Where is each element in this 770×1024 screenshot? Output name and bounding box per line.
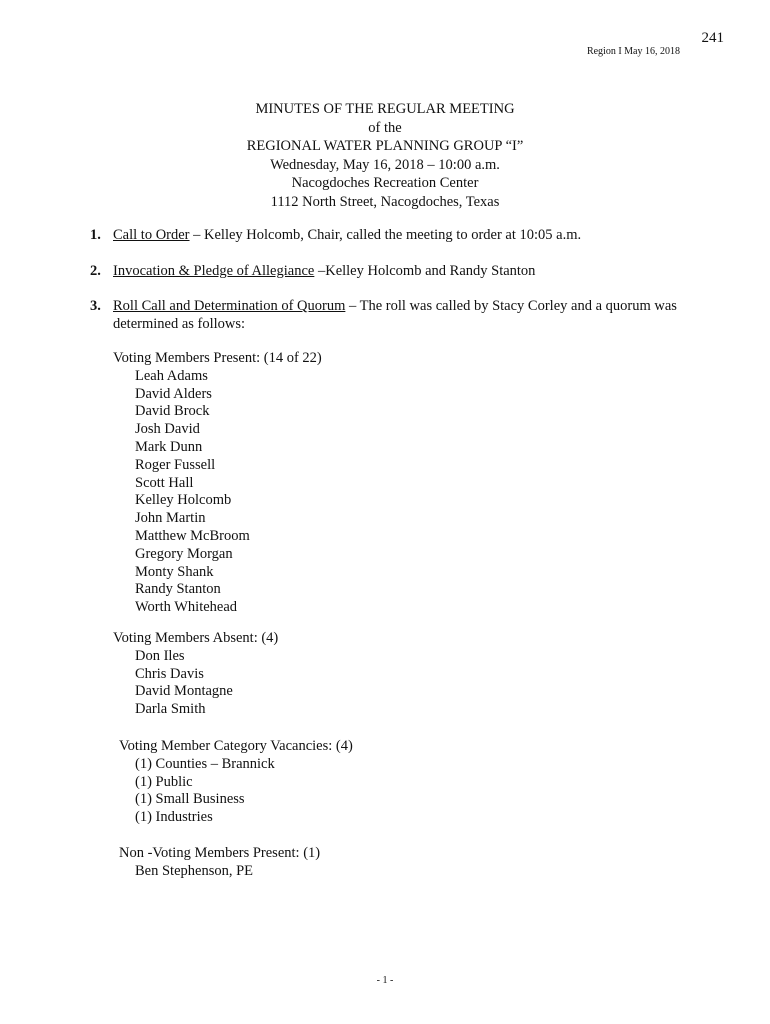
running-header: Region I May 16, 2018 bbox=[586, 46, 680, 57]
member-name: Roger Fussell bbox=[135, 456, 216, 473]
section-label: Voting Members Present: (14 of 22) bbox=[113, 350, 322, 366]
non-voting-members-present bbox=[119, 845, 320, 881]
member-name: Chris Davis bbox=[135, 665, 204, 682]
item-text: – Kelley Holcomb, Chair, called the meeting to order at 10:05 a.m. bbox=[189, 227, 582, 243]
item-heading: Roll Call and Determination of Quorum bbox=[113, 298, 346, 314]
member-name: Josh David bbox=[135, 421, 200, 438]
member-name: Kelley Holcomb bbox=[135, 492, 232, 509]
section-label: Non -Voting Members Present: (1) bbox=[119, 845, 321, 861]
member-name: Randy Stanton bbox=[135, 581, 221, 598]
item-number: 1. bbox=[90, 227, 101, 243]
title-line: REGIONAL WATER PLANNING GROUP “I” bbox=[246, 138, 524, 154]
member-name: Mark Dunn bbox=[135, 438, 203, 455]
title-block bbox=[0, 100, 770, 211]
item-heading: Invocation & Pledge of Allegiance bbox=[113, 263, 315, 279]
title-line: MINUTES OF THE REGULAR MEETING bbox=[255, 101, 515, 117]
member-name: David Brock bbox=[135, 403, 210, 420]
vacancy-item: (1) Counties – Brannick bbox=[135, 755, 275, 772]
page-number: 241 bbox=[701, 30, 724, 46]
member-name: John Martin bbox=[135, 510, 206, 527]
member-name: Ben Stephenson, PE bbox=[135, 862, 254, 879]
member-name: David Montagne bbox=[135, 683, 233, 700]
item-body bbox=[113, 262, 690, 280]
member-name: David Alders bbox=[135, 385, 212, 402]
title-line: Nacogdoches Recreation Center bbox=[291, 175, 479, 191]
title-line: Wednesday, May 16, 2018 – 10:00 a.m. bbox=[270, 156, 500, 173]
title-line: of the bbox=[368, 119, 402, 136]
category-vacancies bbox=[119, 738, 353, 827]
item-heading: Call to Order bbox=[113, 227, 190, 243]
item-number: 2. bbox=[90, 263, 101, 279]
member-name: Worth Whitehead bbox=[135, 599, 238, 616]
member-name: Scott Hall bbox=[135, 474, 194, 491]
agenda-item-invocation bbox=[90, 262, 690, 280]
member-name: Darla Smith bbox=[135, 701, 206, 718]
name-list bbox=[135, 863, 320, 881]
section-label: Voting Members Absent: (4) bbox=[113, 630, 279, 646]
item-body bbox=[113, 226, 690, 244]
page-footer: - 1 - bbox=[376, 975, 394, 986]
agenda-item-call-to-order bbox=[90, 226, 690, 244]
voting-members-present bbox=[113, 350, 322, 617]
member-name: Gregory Morgan bbox=[135, 545, 233, 562]
vacancy-item: (1) Industries bbox=[135, 809, 213, 826]
member-name: Leah Adams bbox=[135, 367, 208, 384]
name-list bbox=[135, 368, 322, 617]
name-list bbox=[135, 648, 278, 719]
vacancy-item: (1) Public bbox=[135, 773, 193, 790]
item-text: – The roll was called by Stacy Corley and a quorum was determined as follows: bbox=[113, 298, 677, 332]
member-name: Matthew McBroom bbox=[135, 527, 250, 544]
voting-members-absent bbox=[113, 630, 278, 719]
item-number: 3. bbox=[90, 298, 101, 314]
member-name: Monty Shank bbox=[135, 563, 214, 580]
title-line: 1112 North Street, Nacogdoches, Texas bbox=[270, 193, 500, 210]
name-list bbox=[135, 756, 353, 827]
section-label: Voting Member Category Vacancies: (4) bbox=[119, 738, 353, 754]
member-name: Don Iles bbox=[135, 647, 185, 664]
vacancy-item: (1) Small Business bbox=[135, 791, 245, 808]
agenda-item-roll-call bbox=[90, 297, 680, 333]
item-body bbox=[113, 297, 680, 333]
item-text: –Kelley Holcomb and Randy Stanton bbox=[314, 263, 536, 279]
